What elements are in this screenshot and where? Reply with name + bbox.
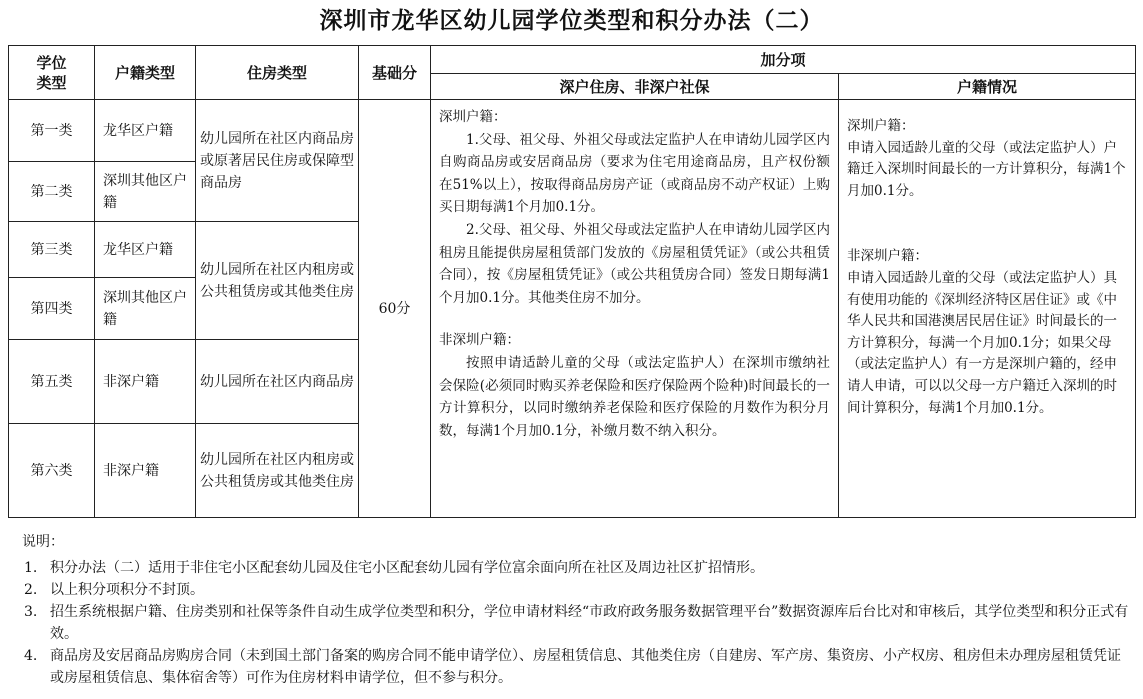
base-score-cell: 60分 <box>359 100 431 518</box>
row-category: 第三类 <box>9 222 95 278</box>
header-category: 学位类型 <box>9 46 95 100</box>
header-bonus-housing: 深户住房、非深户社保 <box>431 74 839 100</box>
note-item: 3. 招生系统根据户籍、住房类别和社保等条件自动生成学位类型和积分，学位申请材料经“市政府政务服务数据管理平台”数据资源库后台比对和审核后，其学位类型和积分正式有效。 <box>24 604 1129 642</box>
row-hukou: 龙华区户籍 <box>95 222 196 278</box>
nonsz-title: 非深圳户籍： <box>439 332 520 349</box>
notes-section <box>22 531 1134 689</box>
sz-title: 深圳户籍： <box>439 109 507 125</box>
row-hukou: 深圳其他区户籍 <box>95 278 196 340</box>
housing-cell: 幼儿园所在社区内租房或公共租赁房或其他类住房 <box>196 424 359 518</box>
note-item: 1. 积分办法（二）适用于非住宅小区配套幼儿园及住宅小区配套幼儿园有学位富余面向所在社区及周边社区扩招情形。 <box>24 560 764 576</box>
hk-nonsz-text: 申请入园适龄儿童的父母（或法定监护人）具有使用功能的《深圳经济特区居住证》或《中华人民共和国港澳居民居住证》时间最长的一方计算积分，每满一个月加0.1分；如果父母（或法定监护人）有一方是深圳户籍的，经申请人申请，可以以父母一方户籍迁入深圳的时间计算积分，每满1个月加0.1分。 <box>847 269 1117 416</box>
page-title: 深圳市龙华区幼儿园学位类型和积分办法（二） <box>319 8 824 34</box>
header-housing-type: 住房类型 <box>196 46 359 100</box>
sz-item-1: 1.父母、祖父母、外祖父母或法定监护人在申请幼儿园学区内自购商品房或安居商品房（要求为住宅用途商品房，且产权份额在51%以上），按取得商品房房产证（或商品房不动产权证）上购买日期每满1个月加0.1分。 <box>439 131 830 216</box>
row-category: 第六类 <box>9 424 95 518</box>
sz-item-2: 2.父母、祖父母、外祖父母或法定监护人在申请幼儿园学区内租房且能提供房屋租赁部门发放的《房屋租赁凭证》（或公共租赁合同），按《房屋租赁凭证》（或公共租赁房合同）签发日期每满1个月加0.1分。其他类住房不加分。 <box>439 221 830 306</box>
housing-cell: 幼儿园所在社区内商品房 <box>196 340 359 424</box>
row-hukou: 非深户籍 <box>95 424 196 518</box>
row-category: 第五类 <box>9 340 95 424</box>
hk-sz-title: 深圳户籍： <box>847 118 915 134</box>
header-hukou-type: 户籍类型 <box>95 46 196 100</box>
header-bonus-hukou: 户籍情况 <box>839 74 1136 100</box>
row-hukou: 龙华区户籍 <box>95 100 196 162</box>
header-base-score: 基础分 <box>359 46 431 100</box>
row-hukou: 深圳其他区户籍 <box>95 162 196 222</box>
hk-nonsz-title: 非深圳户籍： <box>847 248 928 265</box>
nonsz-text: 按照申请适龄儿童的父母（或法定监护人）在深圳市缴纳社会保险(必须同时购买养老保险和医疗保险两个险种)时间最长的一方计算积分，以同时缴纳养老保险和医疗保险的月数作为积分月数，每满1个月加0.1分，补缴月数不纳入积分。 <box>439 354 830 439</box>
row-hukou: 非深户籍 <box>95 340 196 424</box>
row-category: 第四类 <box>9 278 95 340</box>
bonus-hukou-cell <box>839 100 1136 518</box>
housing-cell: 幼儿园所在社区内租房或公共租赁房或其他类住房 <box>196 222 359 340</box>
note-item: 2. 以上积分项积分不封顶。 <box>24 582 204 598</box>
header-bonus: 加分项 <box>431 46 1136 74</box>
hk-sz-text: 申请入园适龄儿童的父母（或法定监护人）户籍迁入深圳时间最长的一方计算积分，每满1个月加0.1分。 <box>847 139 1126 199</box>
row-category: 第二类 <box>9 162 95 222</box>
bonus-housing-cell <box>431 100 839 518</box>
row-category: 第一类 <box>9 100 95 162</box>
note-item: 4. 商品房及安居商品房购房合同（未到国土部门备案的购房合同不能申请学位）、房屋租赁信息、其他类住房（自建房、军产房、集资房、小产权房、租房但未办理房屋租赁凭证或房屋租赁信息、集体宿舍等）可作为住房材料申请学位，但不参与积分。 <box>24 648 1121 686</box>
notes-title: 说明： <box>22 534 64 550</box>
scoring-table <box>8 45 1136 518</box>
housing-cell: 幼儿园所在社区内商品房或原著居民住房或保障型商品房 <box>196 100 359 222</box>
